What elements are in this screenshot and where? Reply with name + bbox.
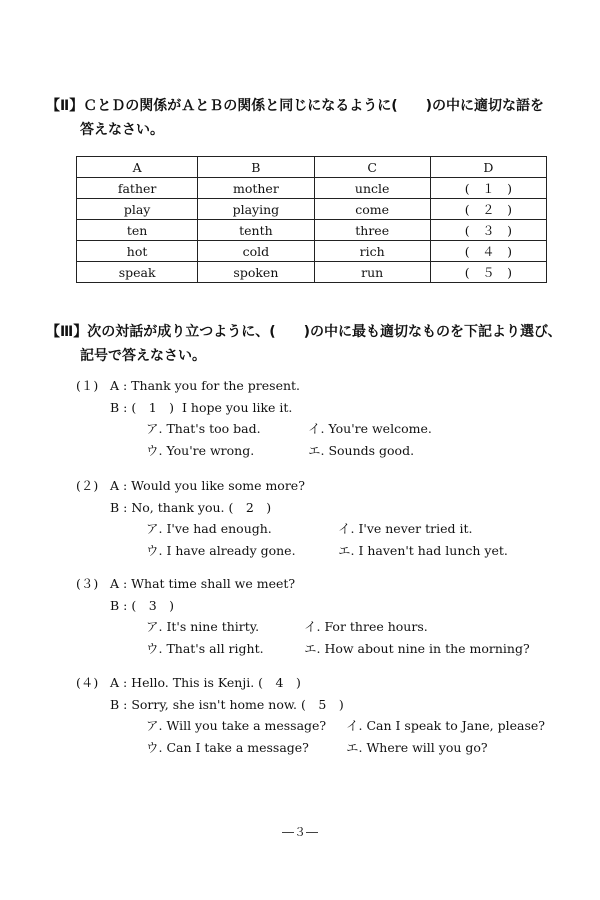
- cell-a: father: [77, 178, 198, 199]
- question-number: (４): [76, 675, 99, 690]
- column-header-d: D: [430, 157, 546, 178]
- table-row: [77, 241, 547, 262]
- table-header-row: [77, 157, 547, 178]
- table-row: [77, 220, 547, 241]
- speaker-a-line: A : Thank you for the present.: [110, 378, 301, 393]
- question-number: (１): [76, 378, 99, 393]
- cell-b: cold: [198, 241, 314, 262]
- table-row: [77, 199, 547, 220]
- cell-a: play: [77, 199, 198, 220]
- question-number: (２): [76, 478, 99, 493]
- option-a: ア. Will you take a message?: [146, 718, 327, 733]
- cell-c: rich: [314, 241, 430, 262]
- answer-blank-2: ( ２ ): [430, 199, 546, 220]
- question-3: [76, 573, 576, 659]
- cell-c: run: [314, 262, 430, 283]
- speaker-a-line: A : What time shall we meet?: [110, 576, 296, 591]
- section-3-heading: [46, 320, 566, 368]
- speaker-b-line: B : Sorry, she isn't home now. ( 5 ): [110, 696, 344, 712]
- question-1: [76, 375, 576, 461]
- question-number: (３): [76, 576, 99, 591]
- answer-blank-3: ( ３ ): [430, 220, 546, 241]
- table-row: [77, 178, 547, 199]
- question-2: [76, 475, 576, 561]
- section-2-heading: [46, 94, 566, 142]
- option-a: ア. It's nine thirty.: [146, 619, 260, 634]
- option-e: エ. I haven't had lunch yet.: [338, 542, 508, 558]
- cell-b: tenth: [198, 220, 314, 241]
- option-a: ア. That's too bad.: [146, 421, 261, 436]
- answer-blank-1: ( １ ): [430, 178, 546, 199]
- option-e: エ. Where will you go?: [346, 739, 488, 755]
- option-i: イ. You're welcome.: [308, 421, 432, 436]
- option-a: ア. I've had enough.: [146, 521, 272, 536]
- answer-blank-5: ( ５ ): [430, 262, 546, 283]
- column-header-c: C: [314, 157, 430, 178]
- cell-c: three: [314, 220, 430, 241]
- question-4: [76, 672, 576, 758]
- speaker-a-line: A : Would you like some more?: [110, 478, 305, 493]
- option-i: イ. I've never tried it.: [338, 521, 473, 536]
- page-number: ―３―: [281, 825, 318, 839]
- speaker-b-line: B : ( 3 ): [110, 597, 175, 613]
- option-u: ウ. You're wrong.: [146, 442, 255, 458]
- answer-blank-4: ( ４ ): [430, 241, 546, 262]
- table-row: [77, 262, 547, 283]
- option-u: ウ. Can I take a message?: [146, 739, 309, 755]
- cell-c: come: [314, 199, 430, 220]
- option-e: エ. Sounds good.: [308, 442, 415, 458]
- section-3-heading-line2: 記号で答えなさい。: [80, 348, 206, 364]
- option-u: ウ. That's all right.: [146, 640, 264, 656]
- cell-b: mother: [198, 178, 314, 199]
- relation-table: [76, 156, 547, 283]
- cell-a: hot: [77, 241, 198, 262]
- section-2-heading-line1: 【Ⅱ】ＣとＤの関係がＡとＢの関係と同じになるように( )の中に適切な語を: [46, 98, 545, 114]
- speaker-b-line: B : ( 1 ) I hope you like it.: [110, 399, 293, 415]
- column-header-a: A: [77, 157, 198, 178]
- cell-b: playing: [198, 199, 314, 220]
- option-u: ウ. I have already gone.: [146, 542, 296, 558]
- cell-c: uncle: [314, 178, 430, 199]
- section-2-heading-line2: 答えなさい。: [80, 122, 164, 138]
- option-i: イ. Can I speak to Jane, please?: [346, 718, 545, 733]
- speaker-a-line: A : Hello. This is Kenji. ( 4 ): [110, 675, 301, 690]
- option-i: イ. For three hours.: [304, 619, 428, 634]
- speaker-b-line: B : No, thank you. ( 2 ): [110, 499, 272, 515]
- section-3-heading-line1: 【Ⅲ】次の対話が成り立つように、( )の中に最も適切なものを下記より選び、: [46, 324, 562, 340]
- cell-b: spoken: [198, 262, 314, 283]
- cell-a: ten: [77, 220, 198, 241]
- option-e: エ. How about nine in the morning?: [304, 640, 530, 656]
- column-header-b: B: [198, 157, 314, 178]
- cell-a: speak: [77, 262, 198, 283]
